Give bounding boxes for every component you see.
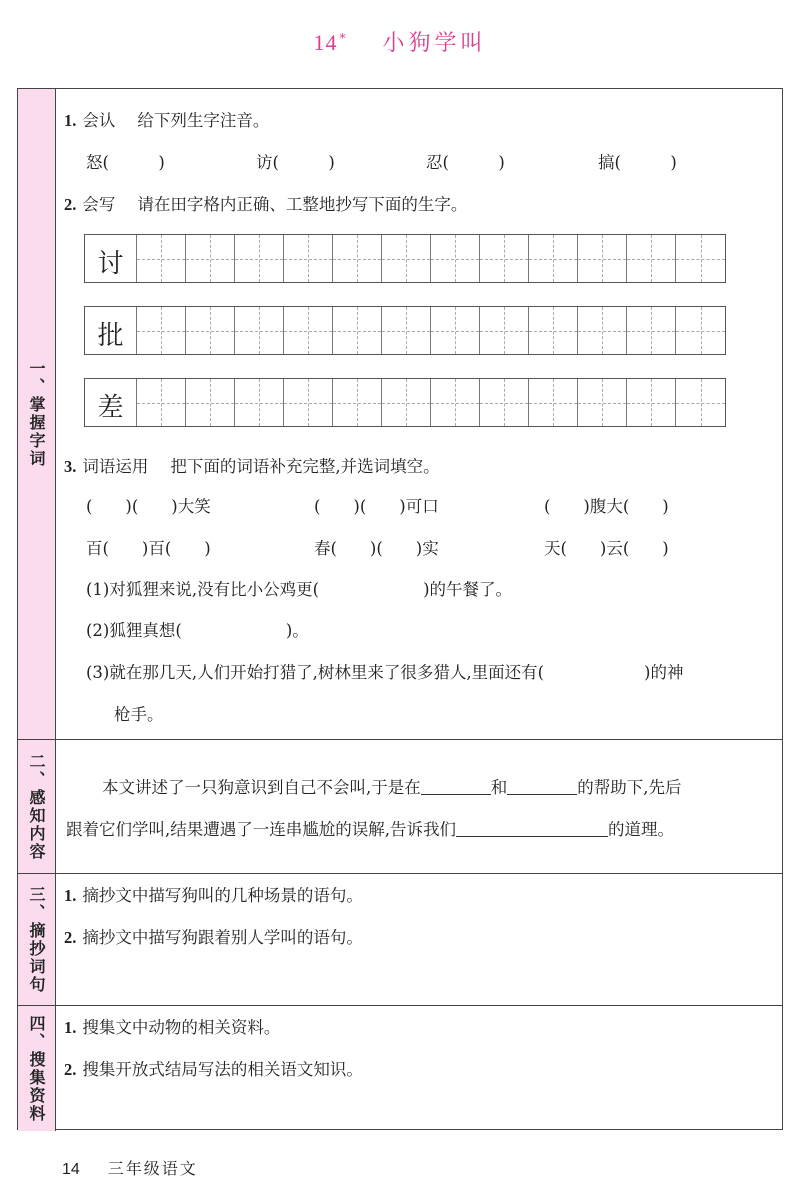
idiom-item[interactable]: 百( )百( ) xyxy=(86,539,211,558)
lesson-star: * xyxy=(339,31,347,45)
task-item: 2. 摘抄文中描写狗跟着别人学叫的语句。 xyxy=(64,928,363,947)
section-perceive-content xyxy=(18,740,782,874)
worksheet-frame xyxy=(17,88,783,1130)
page-number: 14 xyxy=(62,1161,80,1178)
answer-blank[interactable] xyxy=(456,821,608,837)
fill-sentence-2: (2)狐狸真想( )。 xyxy=(86,621,309,640)
section-label: 四、搜集资料 xyxy=(18,1006,56,1131)
answer-blank[interactable] xyxy=(421,779,491,795)
section-label: 三、摘抄词句 xyxy=(18,874,56,1005)
writing-grid-row[interactable] xyxy=(84,378,726,427)
q1-heading: 1. 会认 给下列生字注音。 xyxy=(64,111,270,130)
q2-heading: 2. 会写 请在田字格内正确、工整地抄写下面的生字。 xyxy=(64,195,468,214)
lesson-title xyxy=(0,26,800,57)
summary-line-2: 跟着它们学叫,结果遭遇了一连串尴尬的误解,告诉我们 的道理。 xyxy=(66,820,674,839)
fill-sentence-3-cont: 枪手。 xyxy=(114,705,164,724)
writing-grid-row[interactable] xyxy=(84,234,726,283)
pinyin-item[interactable]: 访( ) xyxy=(256,153,335,172)
writing-grid-row[interactable] xyxy=(84,306,726,355)
idiom-item[interactable]: ( )( )大笑 xyxy=(86,497,211,516)
section-excerpt-sentences xyxy=(18,874,782,1006)
idiom-item[interactable]: ( )腹大( ) xyxy=(544,497,669,516)
pinyin-item[interactable]: 忍( ) xyxy=(426,153,505,172)
section-label: 二、感知内容 xyxy=(18,740,56,873)
pinyin-item[interactable]: 怒( ) xyxy=(86,153,165,172)
model-character: 讨 xyxy=(85,235,137,282)
answer-blank[interactable] xyxy=(507,779,577,795)
fill-sentence-1: (1)对狐狸来说,没有比小公鸡更( )的午餐了。 xyxy=(86,580,512,599)
page-footer xyxy=(62,1156,198,1179)
lesson-name: 小狗学叫 xyxy=(382,31,487,56)
fill-sentence-3: (3)就在那几天,人们开始打猎了,树林里来了很多猎人,里面还有( )的神 xyxy=(86,663,684,682)
task-item: 1. 摘抄文中描写狗叫的几种场景的语句。 xyxy=(64,886,363,905)
lesson-number: 14 xyxy=(313,30,338,55)
task-item: 2. 搜集开放式结局写法的相关语文知识。 xyxy=(64,1060,363,1079)
section-label: 一、掌握字词 xyxy=(18,89,56,739)
section-collect-materials xyxy=(18,1006,782,1131)
pinyin-item[interactable]: 搞( ) xyxy=(598,153,677,172)
idiom-item[interactable]: 天( )云( ) xyxy=(544,539,669,558)
model-character: 差 xyxy=(85,379,137,426)
idiom-item[interactable]: ( )( )可口 xyxy=(314,497,439,516)
idiom-item[interactable]: 春( )( )实 xyxy=(314,539,439,558)
model-character: 批 xyxy=(85,307,137,354)
q3-heading: 3. 词语运用 把下面的词语补充完整,并选词填空。 xyxy=(64,457,440,476)
section-master-words xyxy=(18,89,782,740)
book-subtitle: 三年级语文 xyxy=(107,1159,198,1178)
task-item: 1. 搜集文中动物的相关资料。 xyxy=(64,1018,281,1037)
summary-line-1: 本文讲述了一只狗意识到自己不会叫,于是在 和 的帮助下,先后 xyxy=(102,778,682,797)
